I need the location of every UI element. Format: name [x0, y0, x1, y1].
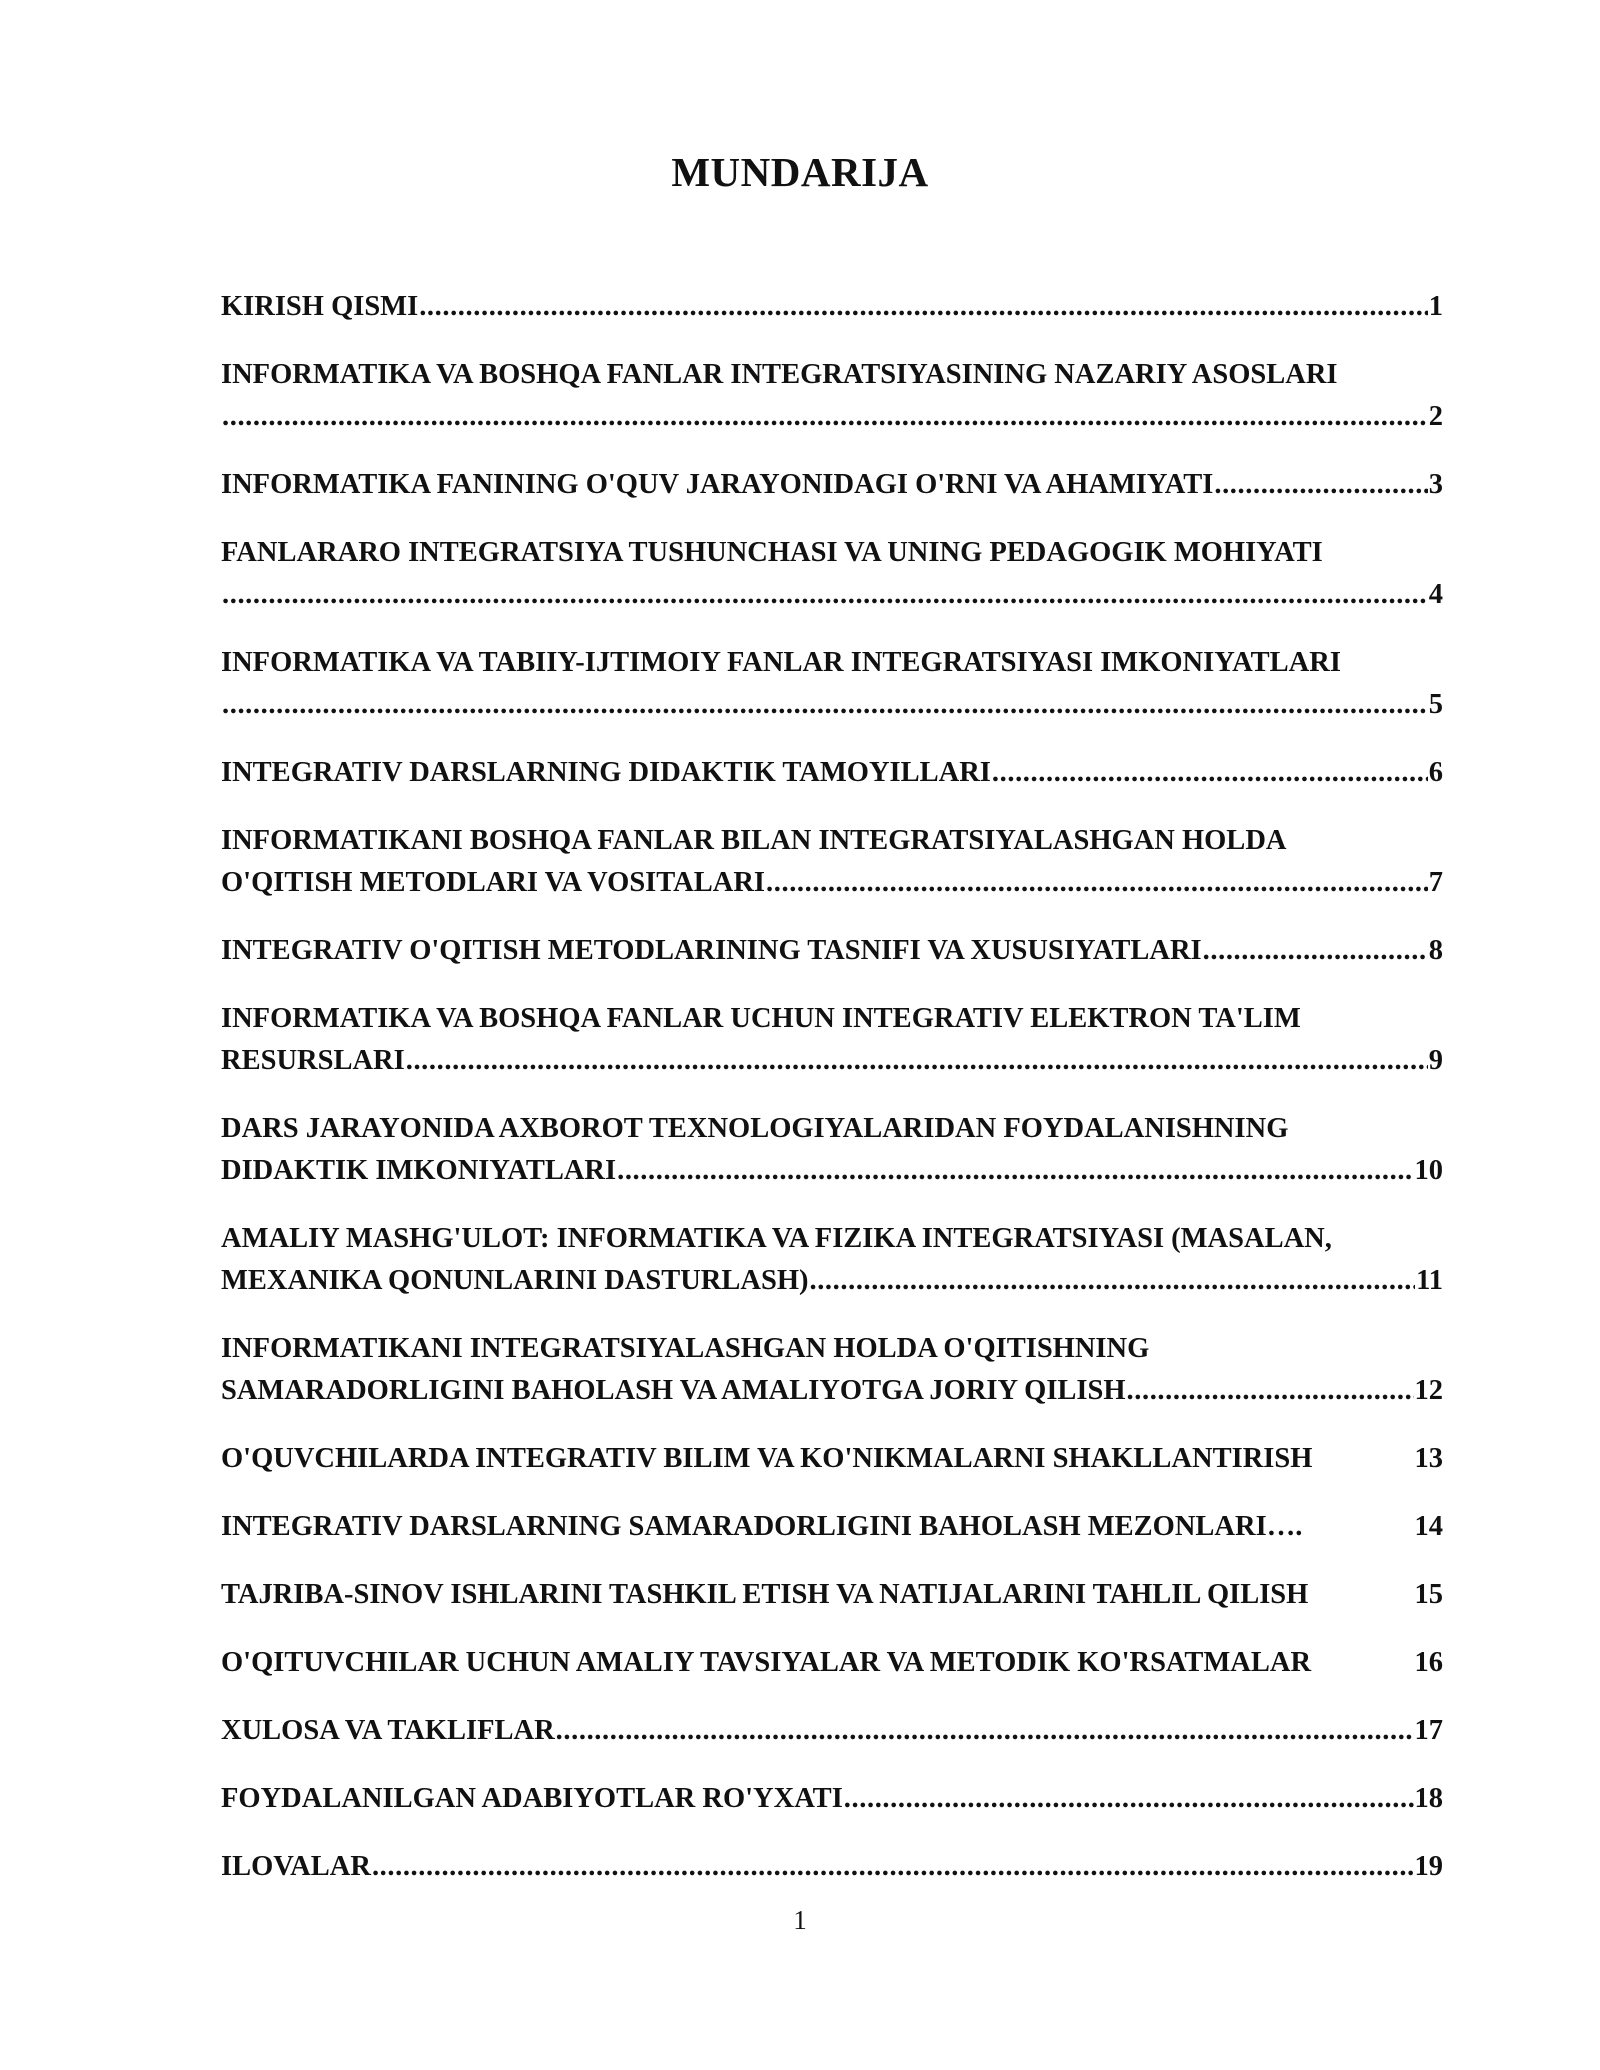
toc-entry[interactable] — [221, 1328, 1443, 1412]
toc-entry[interactable] — [221, 1642, 1443, 1684]
toc-entry-last-line — [221, 862, 1443, 904]
toc-leader — [992, 752, 1428, 794]
toc-entry-title: INTEGRATIV DARSLARNING DIDAKTIK TAMOYILLARI — [221, 757, 991, 788]
toc-entry[interactable] — [221, 286, 1443, 328]
toc-entry[interactable] — [221, 930, 1443, 972]
toc-entry-last-line — [221, 1260, 1443, 1302]
toc-entry-last-line — [221, 286, 1443, 328]
table-of-contents — [221, 286, 1443, 1914]
toc-entry[interactable] — [221, 1778, 1443, 1820]
toc-leader — [1203, 930, 1428, 972]
toc-entry-line — [221, 998, 1443, 1040]
toc-entry-last-line — [221, 684, 1443, 726]
toc-entry-title: FOYDALANILGAN ADABIYOTLAR RO'YXATI — [221, 1783, 843, 1814]
toc-leader: …. — [1266, 1511, 1303, 1542]
toc-entry-title: O'QUVCHILARDA INTEGRATIV BILIM VA KO'NIKMALARNI SHAKLLANTIRISH — [221, 1443, 1313, 1474]
toc-page-number: 11 — [1416, 1265, 1443, 1296]
toc-entry-last-line — [221, 574, 1443, 616]
toc-entry[interactable] — [221, 820, 1443, 904]
toc-entry-title: XULOSA VA TAKLIFLAR — [221, 1715, 555, 1746]
toc-entry-last-line — [221, 464, 1443, 506]
toc-entry[interactable] — [221, 1218, 1443, 1302]
toc-entry-last-line — [221, 1574, 1443, 1616]
toc-entry-line — [221, 1218, 1443, 1260]
toc-entry[interactable] — [221, 1506, 1443, 1548]
toc-leader — [222, 396, 1428, 438]
toc-leader — [222, 684, 1428, 726]
toc-leader — [419, 286, 1428, 328]
toc-page-number: 18 — [1414, 1783, 1443, 1814]
toc-entry[interactable] — [221, 642, 1443, 726]
toc-entry-last-line — [221, 1040, 1443, 1082]
toc-entry[interactable] — [221, 1438, 1443, 1480]
toc-entry-last-line — [221, 1710, 1443, 1752]
toc-entry-title: DIDAKTIK IMKONIYATLARI — [221, 1155, 617, 1186]
toc-entry[interactable] — [221, 1846, 1443, 1888]
toc-entry-line — [221, 354, 1443, 396]
toc-entry-title: INFORMATIKA VA BOSHQA FANLAR INTEGRATSIYASINING NAZARIY ASOSLARI — [221, 359, 1338, 390]
toc-entry-line — [221, 1328, 1443, 1370]
toc-entry-title: FANLARARO INTEGRATSIYA TUSHUNCHASI VA UNING PEDAGOGIK MOHIYATI — [221, 537, 1323, 568]
toc-entry-title: O'QITUVCHILAR UCHUN AMALIY TAVSIYALAR VA METODIK KO'RSATMALAR — [221, 1647, 1312, 1678]
toc-leader — [1214, 464, 1427, 506]
page-title: MUNDARIJA — [671, 149, 929, 195]
page-number: 1 — [793, 1905, 807, 1935]
toc-entry-last-line — [221, 1846, 1443, 1888]
toc-page-number: 3 — [1428, 469, 1443, 500]
toc-entry[interactable] — [221, 998, 1443, 1082]
toc-entry-title: INFORMATIKA FANINING O'QUV JARAYONIDAGI O'RNI VA AHAMIYATI — [221, 469, 1214, 500]
toc-leader — [617, 1150, 1413, 1192]
toc-entry[interactable] — [221, 1108, 1443, 1192]
toc-entry-line — [221, 820, 1443, 862]
toc-entry-last-line — [221, 752, 1443, 794]
toc-page-number: 4 — [1428, 579, 1443, 610]
toc-entry-last-line — [221, 1778, 1443, 1820]
toc-entry-last-line — [221, 1642, 1443, 1684]
toc-page-number: 6 — [1428, 757, 1443, 788]
toc-leader — [1127, 1370, 1414, 1412]
toc-entry-title: AMALIY MASHG'ULOT: INFORMATIKA VA FIZIKA INTEGRATSIYASI (MASALAN, — [221, 1223, 1332, 1254]
toc-page-number: 13 — [1414, 1443, 1443, 1474]
toc-page-number: 5 — [1428, 689, 1443, 720]
toc-page-number: 14 — [1414, 1511, 1443, 1542]
toc-entry[interactable] — [221, 532, 1443, 616]
toc-entry-title: INFORMATIKANI INTEGRATSIYALASHGAN HOLDA O'QITISHNING — [221, 1333, 1150, 1364]
toc-entry-title: INFORMATIKA VA TABIIY-IJTIMOIY FANLAR INTEGRATSIYASI IMKONIYATLARI — [221, 647, 1341, 678]
toc-page-number: 16 — [1414, 1647, 1443, 1678]
toc-entry-title: SAMARADORLIGINI BAHOLASH VA AMALIYOTGA JORIY QILISH — [221, 1375, 1126, 1406]
toc-leader — [809, 1260, 1415, 1302]
toc-entry-title: ILOVALAR — [221, 1851, 371, 1882]
toc-entry[interactable] — [221, 1710, 1443, 1752]
toc-entry-line — [221, 532, 1443, 574]
toc-page-number: 1 — [1428, 291, 1443, 322]
toc-entry-last-line — [221, 1150, 1443, 1192]
toc-entry-title: O'QITISH METODLARI VA VOSITALARI — [221, 867, 766, 898]
toc-entry-last-line — [221, 1370, 1443, 1412]
toc-leader — [766, 862, 1428, 904]
toc-entry-title: INFORMATIKANI BOSHQA FANLAR BILAN INTEGRATSIYALASHGAN HOLDA — [221, 825, 1287, 856]
toc-page-number: 15 — [1414, 1579, 1443, 1610]
toc-entry-last-line — [221, 1506, 1443, 1548]
toc-entry-title: INTEGRATIV O'QITISH METODLARINING TASNIFI VA XUSUSIYATLARI — [221, 935, 1202, 966]
toc-entry-title: MEXANIKA QONUNLARINI DASTURLASH) — [221, 1265, 809, 1296]
toc-entry-last-line — [221, 396, 1443, 438]
toc-entry-line — [221, 1108, 1443, 1150]
toc-page-number: 17 — [1414, 1715, 1443, 1746]
toc-page-number: 10 — [1414, 1155, 1443, 1186]
toc-entry[interactable] — [221, 752, 1443, 794]
toc-entry[interactable] — [221, 1574, 1443, 1616]
toc-page-number: 19 — [1414, 1851, 1443, 1882]
toc-leader — [372, 1846, 1414, 1888]
toc-entry-last-line — [221, 930, 1443, 972]
toc-entry-title: TAJRIBA-SINOV ISHLARINI TASHKIL ETISH VA NATIJALARINI TAHLIL QILISH — [221, 1579, 1309, 1610]
toc-page-number: 2 — [1428, 401, 1443, 432]
toc-leader — [844, 1778, 1414, 1820]
toc-entry[interactable] — [221, 464, 1443, 506]
toc-entry-last-line — [221, 1438, 1443, 1480]
toc-entry-title: INFORMATIKA VA BOSHQA FANLAR UCHUN INTEGRATIV ELEKTRON TA'LIM — [221, 1003, 1301, 1034]
toc-entry-title: RESURSLARI — [221, 1045, 405, 1076]
toc-page-number: 9 — [1428, 1045, 1443, 1076]
toc-entry-title: DARS JARAYONIDA AXBOROT TEXNOLOGIYALARIDAN FOYDALANISHNING — [221, 1113, 1289, 1144]
toc-entry[interactable] — [221, 354, 1443, 438]
toc-entry-title: KIRISH QISMI — [221, 291, 419, 322]
toc-leader — [556, 1710, 1414, 1752]
toc-leader — [406, 1040, 1428, 1082]
toc-page-number: 12 — [1414, 1375, 1443, 1406]
toc-page-number: 8 — [1428, 935, 1443, 966]
toc-entry-line — [221, 642, 1443, 684]
toc-entry-title: INTEGRATIV DARSLARNING SAMARADORLIGINI BAHOLASH MEZONLARI — [221, 1511, 1267, 1542]
toc-page-number: 7 — [1428, 867, 1443, 898]
toc-leader — [222, 574, 1428, 616]
